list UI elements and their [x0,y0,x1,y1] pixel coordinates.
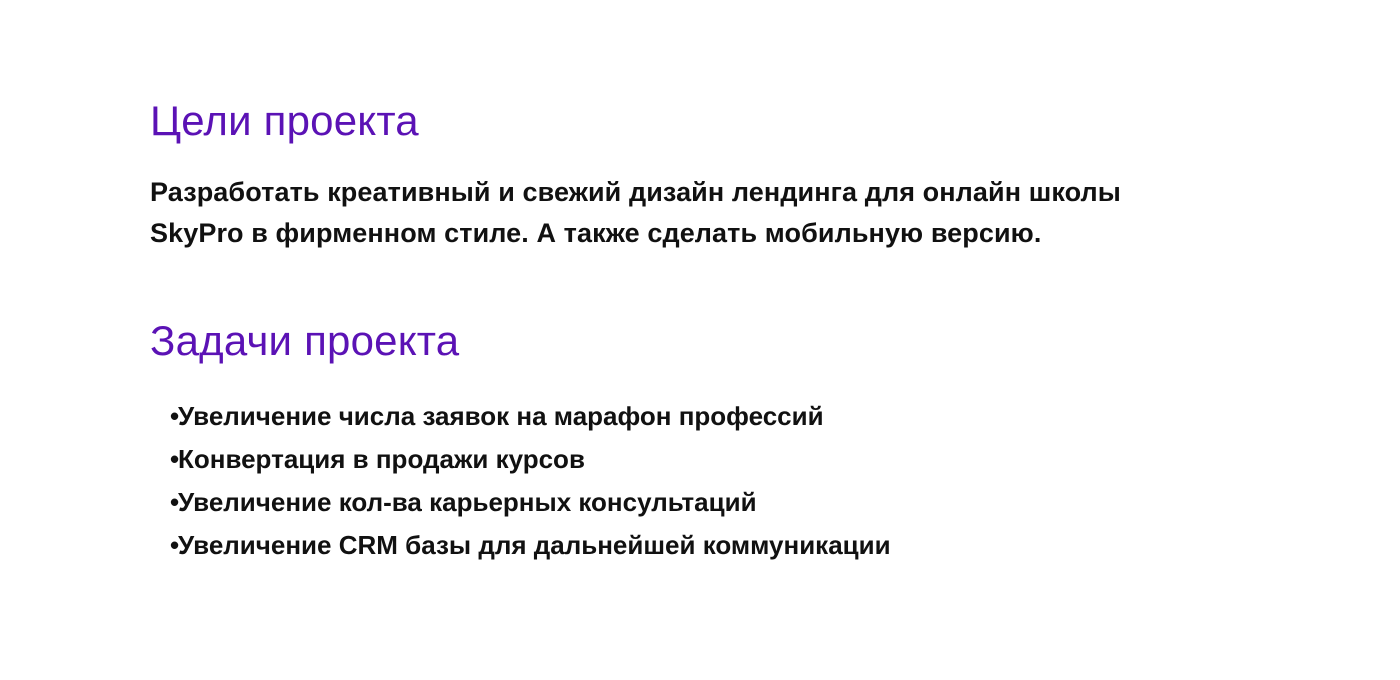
list-item [150,444,1210,475]
list-item [150,487,1210,518]
tasks-list [150,401,1210,561]
bullet-icon: • [170,444,180,475]
list-item [150,530,1210,561]
list-item-label: Увеличение числа заявок на марафон профессий [178,401,824,432]
bullet-icon: • [170,530,180,561]
goals-paragraph: Разработать креативный и свежий дизайн лендинга для онлайн школы SkyPro в фирменном стиле. А также сделать мобильную версию. [150,176,1121,248]
bullet-icon: • [170,401,180,432]
tasks-heading: Задачи проекта [150,316,460,364]
bullet-icon: • [170,487,180,518]
list-item-label: Конвертация в продажи курсов [178,444,585,475]
list-item-label: Увеличение CRM базы для дальнейшей коммуникации [178,530,891,561]
slide-content [150,96,1210,575]
goals-heading: Цели проекта [150,97,419,144]
list-item-label: Увеличение кол-ва карьерных консультаций [178,487,757,518]
list-item [150,401,1210,432]
